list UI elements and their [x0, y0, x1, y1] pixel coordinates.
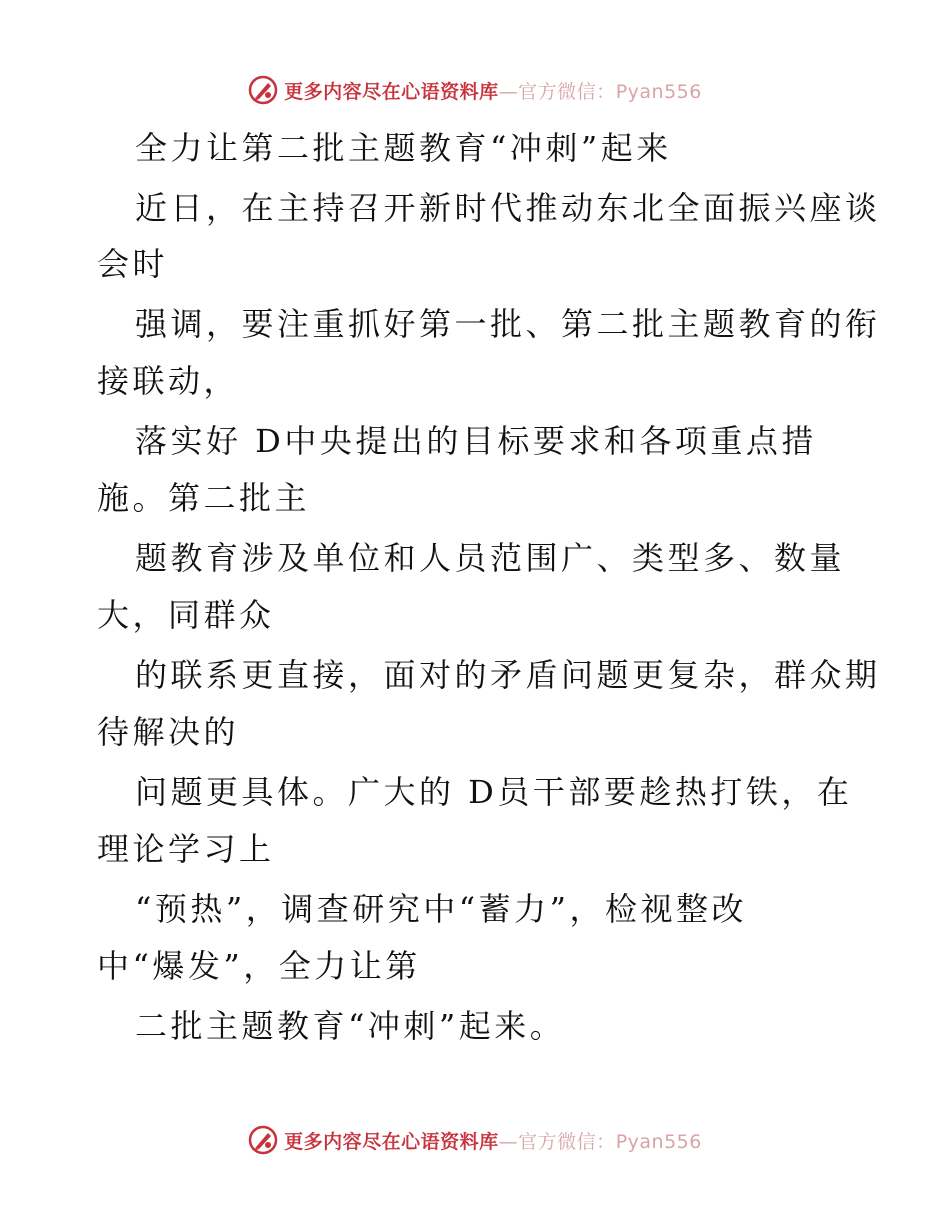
watermark-wechat-id: Pyan556 [615, 1130, 702, 1153]
pen-logo-icon [248, 75, 278, 105]
watermark-wechat-label: 官方微信： [518, 80, 616, 103]
paragraph-line: 二批主题教育“冲刺”起来。 [135, 1007, 566, 1045]
paragraph-line: 接联动， [97, 362, 240, 400]
paragraph-line: 问题更具体。广大的 D员干部要趁热打铁，在 [135, 773, 853, 811]
watermark-wechat-id: Pyan556 [615, 80, 702, 103]
paragraph-line: 施。第二批主 [97, 479, 311, 517]
watermark-dash: — [498, 80, 519, 103]
paragraph-line: 大，同群众 [97, 596, 275, 634]
paragraph-line: “预热”，调查研究中“蓄力”，检视整改 [135, 890, 747, 928]
paragraph-line: 强调，要注重抓好第一批、第二批主题教育的衔 [135, 305, 881, 343]
paragraph-line: 理论学习上 [97, 830, 275, 868]
watermark-wechat-label: 官方微信： [518, 1130, 616, 1153]
paragraph-line: 待解决的 [97, 713, 240, 751]
watermark-dash: — [498, 1130, 519, 1153]
article-title: 全力让第二批主题教育“冲刺”起来 [135, 129, 672, 167]
paragraph-line: 落实好 D中央提出的目标要求和各项重点措 [135, 422, 817, 460]
paragraph-line: 题教育涉及单位和人员范围广、类型多、数量 [135, 539, 846, 577]
paragraph-line: 中“爆发”，全力让第 [97, 947, 421, 985]
watermark-main-text: 更多内容尽在心语资料库 [284, 80, 499, 103]
pen-logo-icon [248, 1125, 278, 1155]
footer-watermark [0, 1120, 950, 1160]
paragraph-line: 的联系更直接，面对的矛盾问题更复杂，群众期 [135, 656, 881, 694]
header-watermark [0, 70, 950, 110]
watermark-main-text: 更多内容尽在心语资料库 [284, 1130, 499, 1153]
watermark-text [284, 77, 702, 104]
watermark-text [284, 1127, 702, 1154]
paragraph-line: 会时 [97, 245, 169, 283]
paragraph-line: 近日，在主持召开新时代推动东北全面振兴座谈 [135, 189, 881, 227]
